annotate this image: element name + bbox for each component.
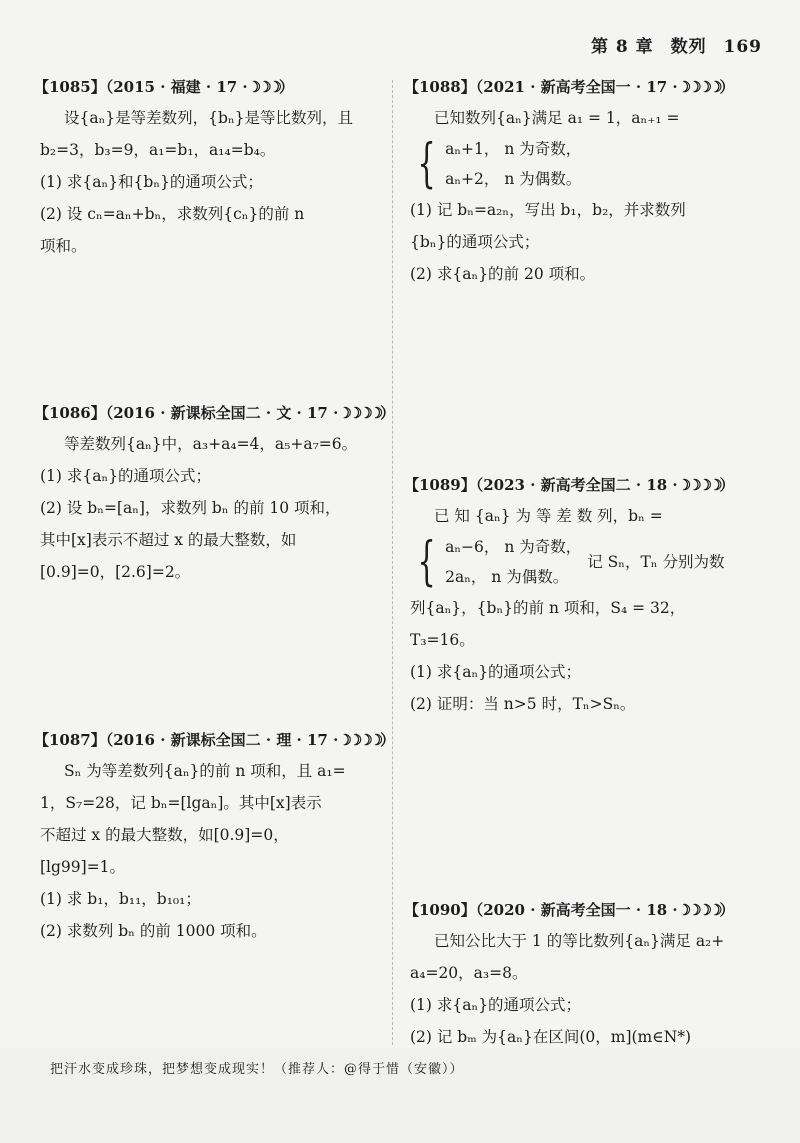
problem-line: [lg99]=1。	[40, 858, 126, 876]
problem-line: 已知数列{aₙ}满足 a₁ = 1，aₙ₊₁ =	[434, 109, 680, 127]
footer-motto: 把汗水变成珍珠，把梦想变成现实！（推荐人：@得于惜（安徽））	[50, 1062, 464, 1077]
case-line: aₙ+2， n 为偶数。	[445, 170, 582, 188]
page-header	[581, 32, 762, 57]
problem-line: [0.9]=0，[2.6]=2。	[40, 563, 191, 581]
case-line: aₙ−6， n 为奇数，	[445, 538, 582, 556]
problem-line: (2) 设 bₙ=[aₙ]，求数列 bₙ 的前 10 项和，	[40, 499, 341, 517]
problem-line: b₂=3，b₃=9，a₁=b₁，a₁₄=b₄。	[40, 141, 276, 159]
left-brace-icon: {	[417, 134, 436, 194]
problem-line: T₃=16。	[410, 631, 475, 649]
problem-line: 已知公比大于 1 的等比数列{aₙ}满足 a₂+	[434, 932, 725, 950]
problem-line: (2) 求{aₙ}的前 20 项和。	[410, 265, 596, 283]
page-number: 169	[723, 37, 762, 57]
difficulty-icon: ☽☽☽☽	[338, 404, 381, 422]
problem-line: 已 知 {aₙ} 为 等 差 数 列，bₙ =	[434, 507, 663, 525]
problem-line: (1) 求{aₙ}的通项公式；	[410, 663, 582, 681]
problem-title: 【1089】（2023 · 新高考全国二 · 18 ·☽☽☽☽）	[404, 476, 735, 494]
problem-1087	[34, 725, 396, 947]
problem-title: 【1086】（2016 · 新课标全国二 · 文 · 17 ·☽☽☽☽）	[34, 404, 396, 422]
problem-line: (1) 求 b₁，b₁₁，b₁₀₁；	[40, 890, 201, 908]
problem-line: (2) 设 cₙ=aₙ+bₙ，求数列{cₙ}的前 n	[40, 205, 305, 223]
problem-line: (2) 证明：当 n>5 时，Tₙ>Sₙ。	[410, 695, 636, 713]
problem-1085	[34, 72, 374, 262]
problem-line: 设{aₙ}是等差数列，{bₙ}是等比数列，且	[64, 109, 354, 127]
problem-title: 【1087】（2016 · 新课标全国二 · 理 · 17 ·☽☽☽☽）	[34, 731, 396, 749]
piecewise-definition	[404, 532, 764, 592]
difficulty-icon: ☽☽☽☽	[677, 78, 720, 96]
problem-line: a₄=20，a₃=8。	[410, 964, 528, 982]
problem-1088	[404, 72, 764, 290]
problem-line: (2) 记 bₘ 为{aₙ}在区间(0，m](m∈N*)	[410, 1028, 692, 1046]
problem-line: 项和。	[40, 237, 87, 255]
column-divider	[392, 80, 394, 1045]
problem-line: (1) 记 bₙ=a₂ₙ，写出 b₁，b₂，并求数列	[410, 201, 686, 219]
problem-line: {bₙ}的通项公式；	[410, 233, 540, 251]
problem-line: Sₙ 为等差数列{aₙ}的前 n 项和，且 a₁=	[64, 762, 346, 780]
problem-title: 【1085】（2015 · 福建 · 17 ·☽☽☽）	[34, 78, 295, 96]
problem-1089	[404, 470, 764, 720]
problem-line: (2) 求数列 bₙ 的前 1000 项和。	[40, 922, 267, 940]
difficulty-icon: ☽☽☽☽	[338, 731, 381, 749]
problem-line: 其中[x]表示不超过 x 的最大整数，如	[40, 531, 297, 549]
difficulty-icon: ☽☽☽	[247, 78, 279, 96]
problem-1090	[404, 895, 764, 1053]
section-title: 数列	[670, 37, 707, 57]
problem-line: 等差数列{aₙ}中，a₃+a₄=4，a₅+a₇=6。	[64, 435, 358, 453]
problem-line: 列{aₙ}，{bₙ}的前 n 项和，S₄ = 32，	[410, 599, 686, 617]
problem-1086	[34, 398, 396, 588]
case-line: 2aₙ， n 为偶数。	[445, 568, 569, 586]
problem-line: (1) 求{aₙ}的通项公式；	[40, 467, 212, 485]
difficulty-icon: ☽☽☽☽	[677, 901, 720, 919]
problem-title: 【1090】（2020 · 新高考全国一 · 18 ·☽☽☽☽）	[404, 901, 735, 919]
problem-line: (1) 求{aₙ}和{bₙ}的通项公式；	[40, 173, 263, 191]
piecewise-definition	[404, 134, 764, 194]
difficulty-icon: ☽☽☽☽	[677, 476, 720, 494]
problem-line: 不超过 x 的最大整数，如[0.9]=0，	[40, 826, 289, 844]
problem-line: 记 Sₙ，Tₙ 分别为数	[587, 553, 725, 571]
left-brace-icon: {	[417, 532, 436, 592]
problem-line: 1，S₇=28，记 bₙ=[lgaₙ]。其中[x]表示	[40, 794, 322, 812]
chapter-label: 第 8 章	[590, 37, 654, 57]
case-line: aₙ+1， n 为奇数，	[445, 140, 582, 158]
problem-line: (1) 求{aₙ}的通项公式；	[410, 996, 582, 1014]
problem-title: 【1088】（2021 · 新高考全国一 · 17 ·☽☽☽☽）	[404, 78, 735, 96]
